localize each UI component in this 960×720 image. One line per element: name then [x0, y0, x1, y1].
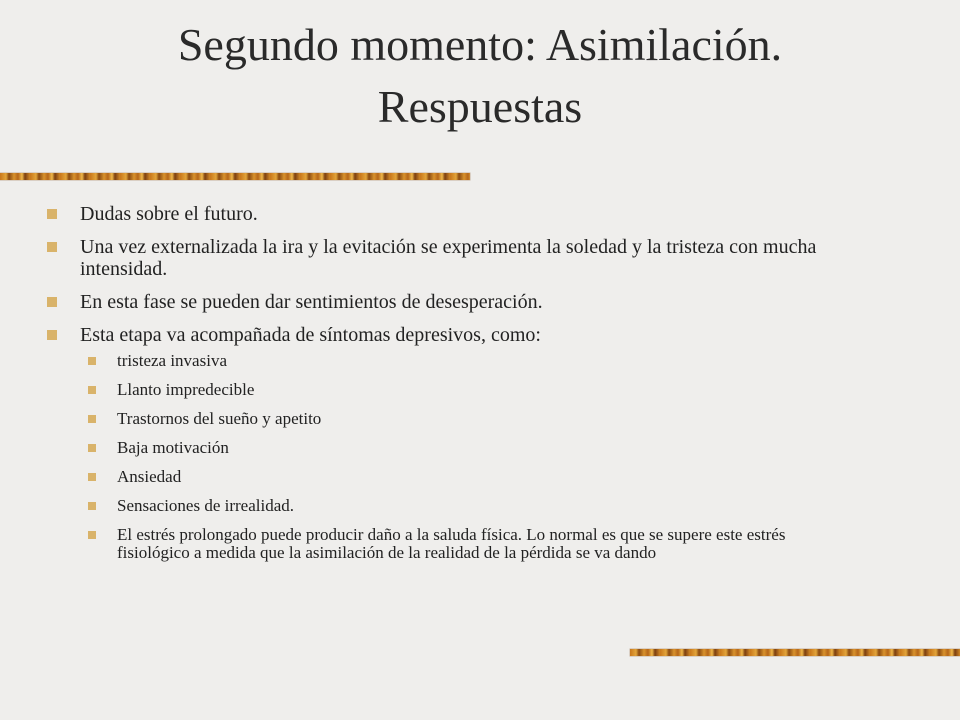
sub-bullet-text: Sensaciones de irrealidad.	[117, 496, 295, 515]
sub-bullet-item	[88, 468, 834, 486]
bullet-item	[44, 203, 834, 225]
square-bullet-icon	[47, 297, 57, 307]
square-bullet-icon	[88, 473, 96, 481]
square-bullet-icon	[88, 531, 96, 539]
bullet-item	[44, 236, 834, 280]
bullet-item	[44, 324, 834, 562]
square-bullet-icon	[88, 415, 96, 423]
decorative-bar-bottom	[630, 649, 960, 656]
sub-bullet-item	[88, 410, 834, 428]
sub-bullet-text: Baja motivación	[117, 438, 229, 457]
slide-title-line-2: Respuestas	[377, 81, 583, 132]
slide-body	[44, 203, 834, 573]
square-bullet-icon	[47, 242, 57, 252]
sub-bullet-item	[88, 381, 834, 399]
bullet-text: Dudas sobre el futuro.	[80, 203, 258, 225]
square-bullet-icon	[88, 357, 96, 365]
sub-bullet-item	[88, 439, 834, 457]
sub-bullet-item	[88, 497, 834, 515]
sub-bullet-item	[88, 352, 834, 370]
sub-bullet-text: Trastornos del sueño y apetito	[117, 409, 322, 428]
bullet-text: En esta fase se pueden dar sentimientos de desesperación.	[80, 291, 543, 313]
sub-bullet-text: El estrés prolongado puede producir daño a la saluda física. Lo normal es que se supere este estrés fisiológico a medida que la asimilación de la realidad de la pérdida se va dando	[117, 525, 786, 562]
sub-bullet-text: Llanto impredecible	[117, 380, 255, 399]
square-bullet-icon	[88, 386, 96, 394]
square-bullet-icon	[88, 444, 96, 452]
bullet-item	[44, 291, 834, 313]
sub-bullet-item	[88, 526, 834, 562]
sub-bullet-text: Ansiedad	[117, 467, 182, 486]
square-bullet-icon	[88, 502, 96, 510]
sub-bullet-list	[88, 352, 834, 562]
bullet-list	[44, 203, 834, 562]
square-bullet-icon	[47, 330, 57, 340]
square-bullet-icon	[47, 209, 57, 219]
bullet-text: Una vez externalizada la ira y la evitación se experimenta la soledad y la tristeza con mucha intensidad.	[80, 236, 817, 280]
decorative-bar-top	[0, 173, 470, 180]
bullet-text: Esta etapa va acompañada de síntomas depresivos, como:	[80, 324, 541, 346]
sub-bullet-text: tristeza invasiva	[117, 351, 227, 370]
slide-title-line-1: Segundo momento: Asimilación.	[177, 19, 783, 70]
slide-title	[40, 14, 920, 138]
